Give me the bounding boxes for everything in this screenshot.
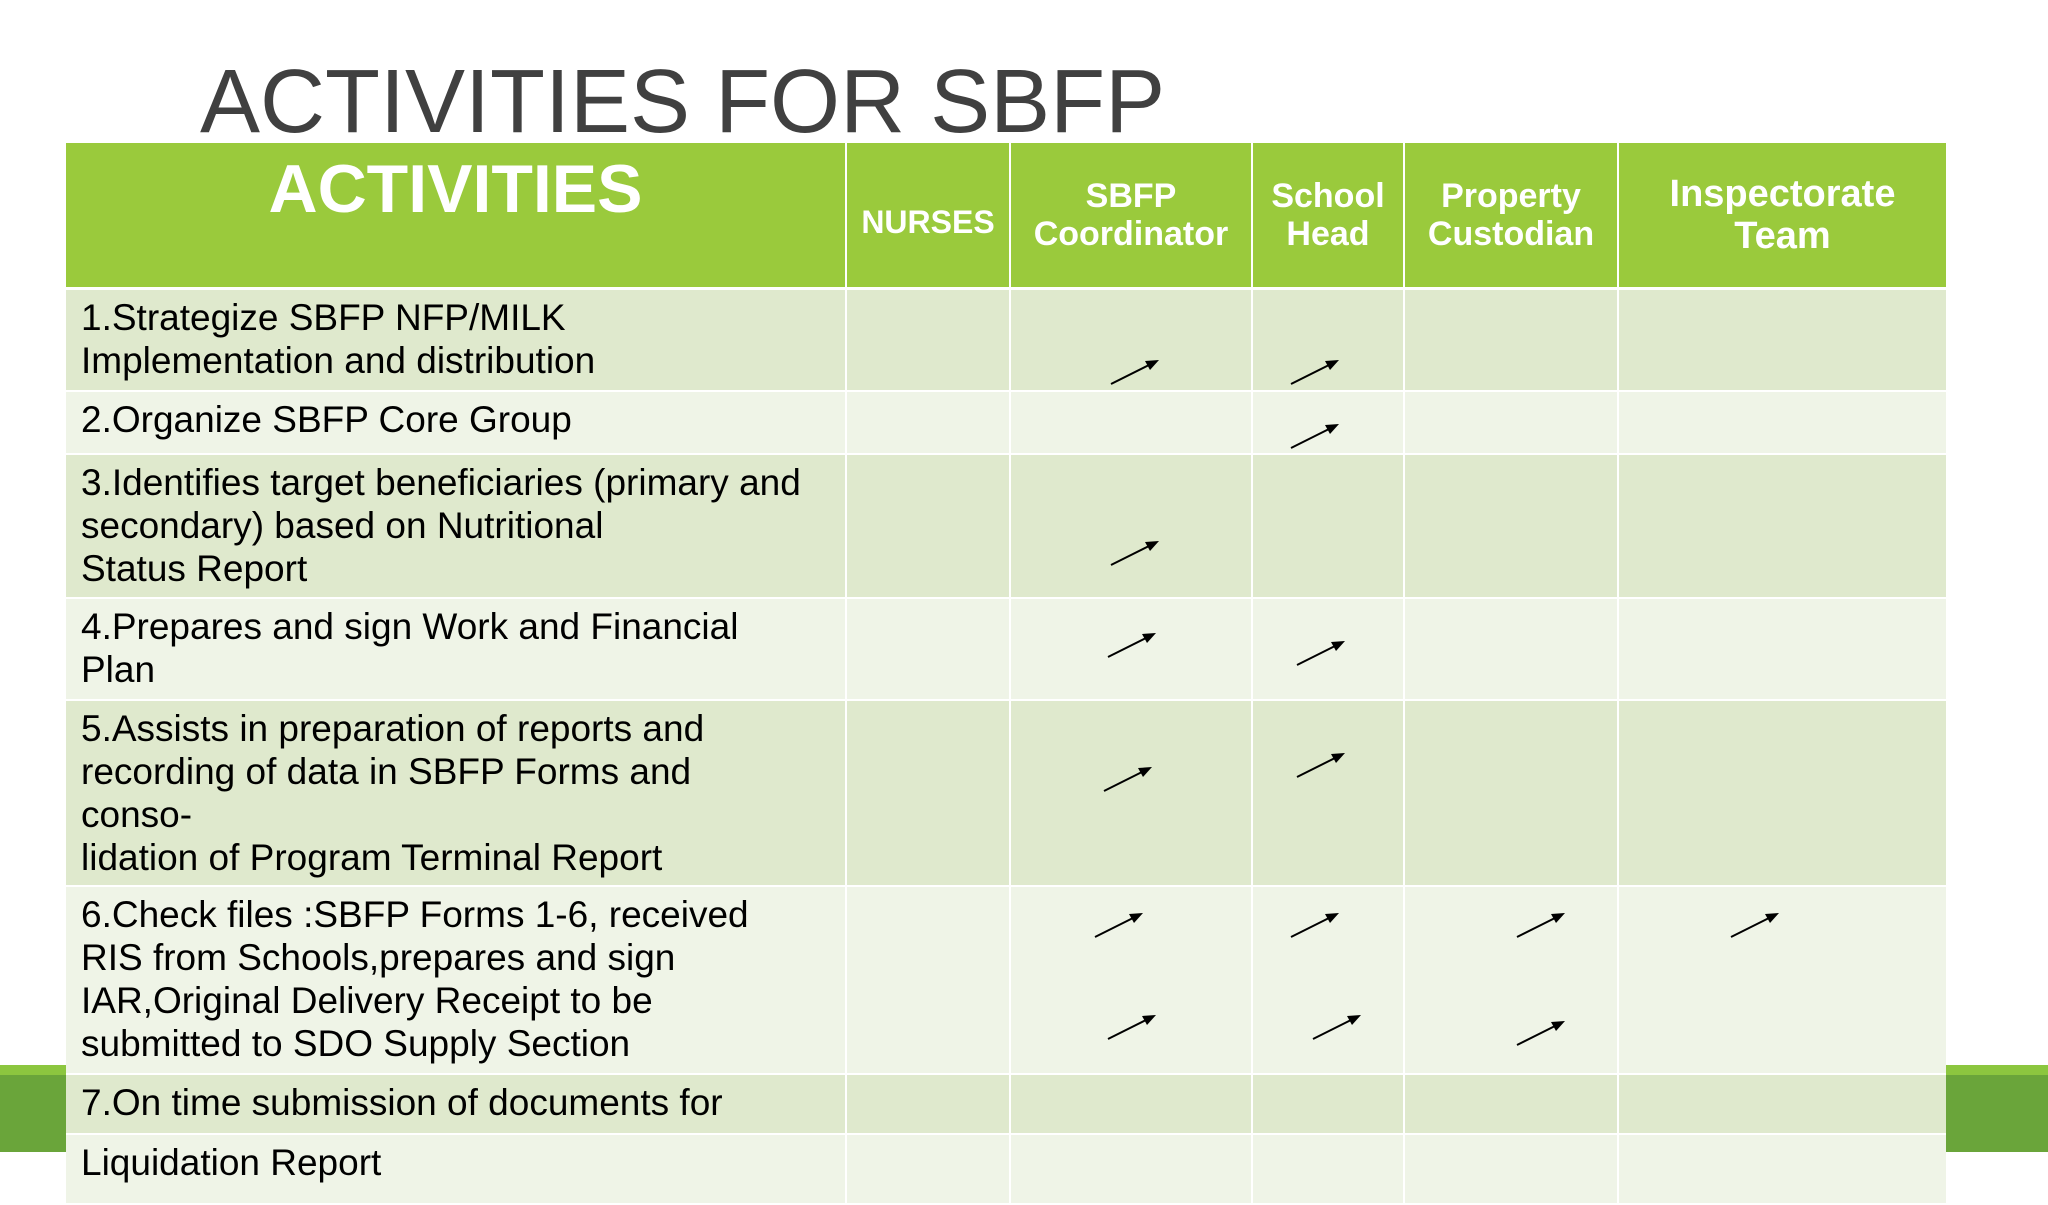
table-row — [66, 886, 1946, 1074]
table-row — [66, 598, 1946, 700]
header-inspectorate-team: Inspectorate Team — [1618, 143, 1946, 289]
arrow-up-right-icon — [1106, 1011, 1162, 1043]
property-custodian-cell — [1404, 598, 1618, 700]
arrow-up-right-icon — [1289, 909, 1345, 941]
arrow-up-right-icon — [1102, 763, 1158, 795]
school-head-cell — [1252, 1134, 1404, 1204]
nurses-cell — [846, 289, 1010, 391]
nurses-cell — [846, 700, 1010, 886]
arrow-up-right-icon — [1311, 1011, 1367, 1043]
inspectorate-team-cell — [1618, 289, 1946, 391]
arrow-up-right-icon — [1295, 749, 1351, 781]
table-row — [66, 289, 1946, 391]
school-head-cell — [1252, 700, 1404, 886]
inspectorate-team-cell — [1618, 1134, 1946, 1204]
table-row — [66, 1074, 1946, 1134]
activity-cell: 1.Strategize SBFP NFP/MILK Implementation and distribution — [66, 289, 846, 391]
footer-bar-right — [1946, 1065, 2048, 1152]
property-custodian-cell — [1404, 391, 1618, 454]
arrow-up-right-icon — [1515, 909, 1571, 941]
table-header-row — [66, 143, 1946, 289]
header-school-head: School Head — [1252, 143, 1404, 289]
arrow-up-right-icon — [1289, 420, 1345, 452]
footer-bar-left — [0, 1065, 68, 1152]
nurses-cell — [846, 886, 1010, 1074]
arrow-up-right-icon — [1093, 909, 1149, 941]
inspectorate-team-cell — [1618, 454, 1946, 598]
header-activities: ACTIVITIES — [66, 143, 846, 289]
inspectorate-team-cell — [1618, 1074, 1946, 1134]
arrow-up-right-icon — [1515, 1017, 1571, 1049]
property-custodian-cell — [1404, 886, 1618, 1074]
table-row — [66, 391, 1946, 454]
activities-table — [66, 143, 1946, 1205]
sbfp-coordinator-cell — [1010, 1074, 1252, 1134]
activities-table-container — [66, 143, 1946, 1183]
table-row — [66, 454, 1946, 598]
inspectorate-team-cell — [1618, 886, 1946, 1074]
activity-cell: 5.Assists in preparation of reports and recording of data in SBFP Forms and conso- lidation of Program Terminal Report — [66, 700, 846, 886]
sbfp-coordinator-cell — [1010, 700, 1252, 886]
property-custodian-cell — [1404, 289, 1618, 391]
nurses-cell — [846, 391, 1010, 454]
property-custodian-cell — [1404, 1074, 1618, 1134]
arrow-up-right-icon — [1295, 637, 1351, 669]
header-nurses: NURSES — [846, 143, 1010, 289]
nurses-cell — [846, 598, 1010, 700]
arrow-up-right-icon — [1109, 537, 1165, 569]
school-head-cell — [1252, 1074, 1404, 1134]
sbfp-coordinator-cell — [1010, 391, 1252, 454]
inspectorate-team-cell — [1618, 391, 1946, 454]
table-row — [66, 1134, 1946, 1204]
slide-title: ACTIVITIES FOR SBFP — [200, 52, 1166, 152]
table-row — [66, 700, 1946, 886]
school-head-cell — [1252, 598, 1404, 700]
nurses-cell — [846, 1074, 1010, 1134]
activity-cell: 4.Prepares and sign Work and Financial Plan — [66, 598, 846, 700]
school-head-cell — [1252, 289, 1404, 391]
sbfp-coordinator-cell — [1010, 1134, 1252, 1204]
inspectorate-team-cell — [1618, 700, 1946, 886]
activity-cell: 7.On time submission of documents for — [66, 1074, 846, 1134]
property-custodian-cell — [1404, 454, 1618, 598]
arrow-up-right-icon — [1106, 629, 1162, 661]
activity-cell: 6.Check files :SBFP Forms 1-6, received RIS from Schools,prepares and sign IAR,Original Delivery Receipt to be submitted to SDO Supply Section — [66, 886, 846, 1074]
activity-cell: 3.Identifies target beneficiaries (primary and secondary) based on Nutritional Status Report — [66, 454, 846, 598]
sbfp-coordinator-cell — [1010, 886, 1252, 1074]
activity-cell: Liquidation Report — [66, 1134, 846, 1204]
inspectorate-team-cell — [1618, 598, 1946, 700]
nurses-cell — [846, 1134, 1010, 1204]
footer-accent — [1946, 1065, 2048, 1075]
school-head-cell — [1252, 454, 1404, 598]
header-property-custodian: Property Custodian — [1404, 143, 1618, 289]
sbfp-coordinator-cell — [1010, 598, 1252, 700]
header-sbfp-coordinator: SBFP Coordinator — [1010, 143, 1252, 289]
footer-accent — [0, 1065, 68, 1075]
property-custodian-cell — [1404, 1134, 1618, 1204]
school-head-cell — [1252, 886, 1404, 1074]
school-head-cell — [1252, 391, 1404, 454]
sbfp-coordinator-cell — [1010, 454, 1252, 598]
nurses-cell — [846, 454, 1010, 598]
sbfp-coordinator-cell — [1010, 289, 1252, 391]
arrow-up-right-icon — [1109, 356, 1165, 388]
arrow-up-right-icon — [1729, 909, 1785, 941]
activity-cell: 2.Organize SBFP Core Group — [66, 391, 846, 454]
arrow-up-right-icon — [1289, 356, 1345, 388]
property-custodian-cell — [1404, 700, 1618, 886]
